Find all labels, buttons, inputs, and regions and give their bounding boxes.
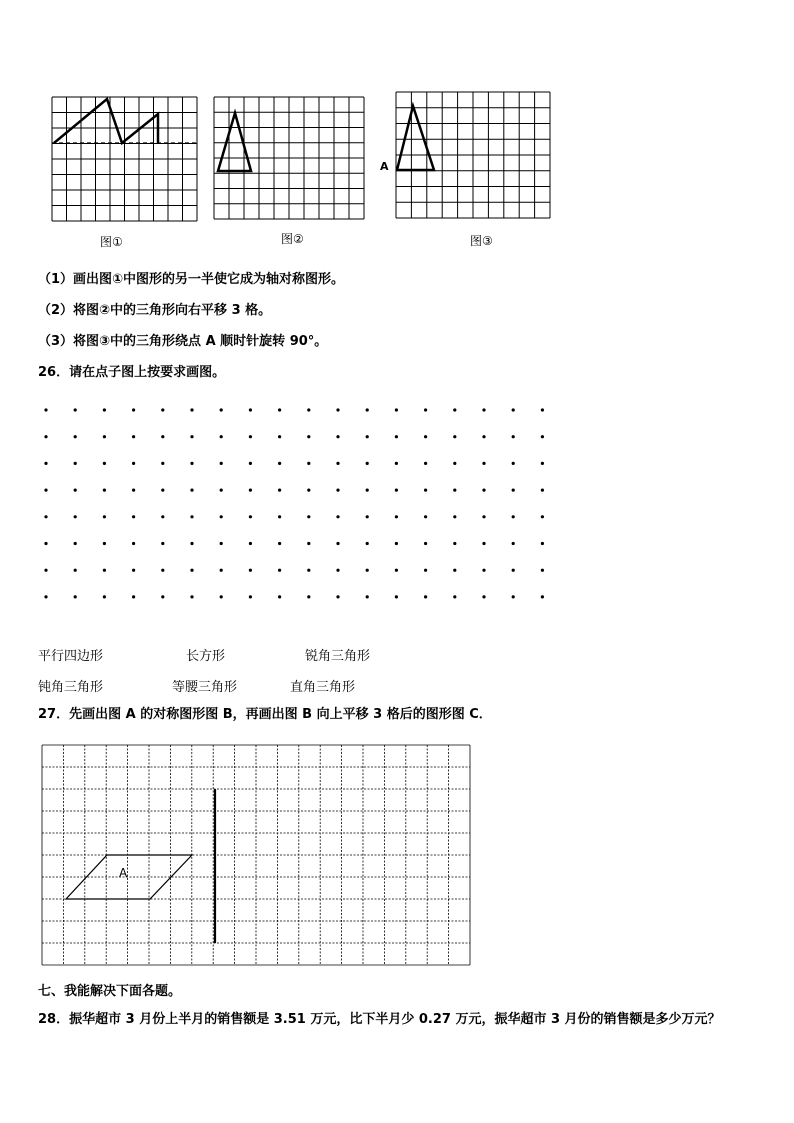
grid-dot (366, 489, 369, 492)
grid-dot (307, 489, 310, 492)
grid-dot (541, 435, 544, 438)
grid-dot (161, 542, 164, 545)
grid-dot (74, 595, 77, 598)
grid-dot (74, 515, 77, 518)
grid-dot (74, 542, 77, 545)
grid-dot (541, 542, 544, 545)
grid-dot (512, 515, 515, 518)
grid-dot (366, 595, 369, 598)
grid-dot (424, 462, 427, 465)
q25-part-2: （2）将图②中的三角形向右平移 3 格。 (38, 303, 272, 318)
grid-dot (103, 489, 106, 492)
grid-dot (307, 515, 310, 518)
q28-title: 28．振华超市 3 月份上半月的销售额是 3.51 万元，比下半月少 0.27 万元，振华超市 3 月份的销售额是多少万元？ (38, 1012, 721, 1027)
grid-dot (424, 435, 427, 438)
grid-dot (307, 462, 310, 465)
grid-dot (132, 408, 135, 411)
figure-3-label: 图③ (470, 234, 493, 248)
grid-dot (482, 542, 485, 545)
grid-dot (44, 489, 47, 492)
shape-label-parallelogram: 平行四边形 (38, 649, 104, 664)
grid-dot (249, 595, 252, 598)
grid-dot (541, 595, 544, 598)
grid-dot (132, 595, 135, 598)
grid-dot (336, 462, 339, 465)
grid-dot (453, 595, 456, 598)
grid-dot (161, 462, 164, 465)
grid-dot (541, 462, 544, 465)
grid-dot (220, 515, 223, 518)
grid-dot (44, 435, 47, 438)
grid-dot (278, 542, 281, 545)
grid-dot (132, 462, 135, 465)
grid-dot (220, 435, 223, 438)
grid-dot (482, 462, 485, 465)
grid-dot (541, 569, 544, 572)
grid-dot (453, 462, 456, 465)
grid-dot (103, 515, 106, 518)
grid-dot (190, 595, 193, 598)
grid-dot (190, 462, 193, 465)
grid-dot (278, 435, 281, 438)
grid-dot (366, 542, 369, 545)
figure-2-grid (214, 97, 364, 219)
grid-dot (424, 489, 427, 492)
grid-dot (132, 542, 135, 545)
dot-grid (40, 404, 560, 624)
grid-dot (249, 489, 252, 492)
grid-dot (366, 569, 369, 572)
grid-dot (336, 489, 339, 492)
grid-dot (541, 408, 544, 411)
grid-dot (249, 542, 252, 545)
grid-dot (249, 408, 252, 411)
grid-dot (307, 435, 310, 438)
grid-dot (103, 408, 106, 411)
grid-dot (249, 569, 252, 572)
grid-dot (278, 595, 281, 598)
grid-dot (190, 515, 193, 518)
grid-dot (541, 489, 544, 492)
grid-dot (366, 408, 369, 411)
grid-dot (161, 569, 164, 572)
grid-dot (307, 595, 310, 598)
grid-dot (482, 595, 485, 598)
grid-dot (220, 569, 223, 572)
figure-2-label: 图② (281, 232, 304, 246)
triangle-fig3 (397, 106, 434, 170)
grid-dot (132, 435, 135, 438)
grid-dot (44, 569, 47, 572)
grid-dot (366, 515, 369, 518)
shape-label-rectangle: 长方形 (186, 649, 226, 664)
grid-dot (512, 489, 515, 492)
grid-dot (249, 462, 252, 465)
grid-dot (220, 462, 223, 465)
grid-dot (453, 489, 456, 492)
grid-dot (220, 489, 223, 492)
grid-dot (278, 569, 281, 572)
triangle-fig2 (218, 113, 251, 171)
grid-dot (190, 435, 193, 438)
section-7-title: 七、我能解决下面各题。 (38, 984, 182, 999)
grid-dot (74, 435, 77, 438)
grid-dot (190, 569, 193, 572)
grid-dot (190, 542, 193, 545)
grid-dot (453, 515, 456, 518)
grid-dot (278, 515, 281, 518)
figure-3-grid (396, 92, 550, 218)
grid-dot (395, 462, 398, 465)
q26-title: 26．请在点子图上按要求画图。 (38, 365, 226, 380)
grid-dot (249, 435, 252, 438)
grid-dot (482, 569, 485, 572)
grid-dot (103, 595, 106, 598)
grid-dot (132, 569, 135, 572)
grid-dot (424, 542, 427, 545)
grid-dot (44, 515, 47, 518)
grid-dot (44, 462, 47, 465)
grid-dot (482, 435, 485, 438)
grid-dot (249, 515, 252, 518)
grid-dot (44, 595, 47, 598)
grid-dot (278, 462, 281, 465)
grid-dot (74, 408, 77, 411)
half-shape (54, 99, 158, 143)
grid-dot (512, 435, 515, 438)
grid-dot (366, 435, 369, 438)
grid-dot (453, 408, 456, 411)
grid-dot (512, 595, 515, 598)
grid-dot (395, 515, 398, 518)
shape-label-obtuse-triangle: 钝角三角形 (38, 680, 104, 695)
grid-dot (336, 569, 339, 572)
grid-dot (336, 435, 339, 438)
grid-dot (278, 408, 281, 411)
grid-dot (512, 569, 515, 572)
figure-1-label: 图① (100, 235, 123, 249)
grid-dot (336, 542, 339, 545)
grid-dot (220, 542, 223, 545)
shape-label-isosceles-triangle: 等腰三角形 (172, 680, 238, 695)
grid-dot (395, 489, 398, 492)
grid-dot (395, 542, 398, 545)
q27-title: 27．先画出图 A 的对称图形图 B，再画出图 B 向上平移 3 格后的图形图 C． (38, 707, 492, 722)
q25-part-1: （1）画出图①中图形的另一半使它成为轴对称图形。 (38, 272, 345, 287)
grid-dot (278, 489, 281, 492)
grid-dot (366, 462, 369, 465)
grid-dot (161, 515, 164, 518)
grid-dot (103, 462, 106, 465)
grid-dot (161, 435, 164, 438)
grid-dot (103, 435, 106, 438)
grid-dot (307, 542, 310, 545)
grid-dot (482, 489, 485, 492)
grid-dot (395, 595, 398, 598)
grid-dot (161, 489, 164, 492)
grid-dot (482, 408, 485, 411)
shape-label-right-triangle: 直角三角形 (290, 680, 356, 695)
grid-dot (453, 569, 456, 572)
grid-dot (541, 515, 544, 518)
grid-dot (103, 542, 106, 545)
grid-dot (74, 462, 77, 465)
grid-dot (161, 408, 164, 411)
grid-dot (220, 408, 223, 411)
q27-grid (42, 745, 472, 967)
grid-dot (395, 569, 398, 572)
grid-dot (132, 515, 135, 518)
grid-dot (453, 542, 456, 545)
shape-label-acute-triangle: 锐角三角形 (305, 649, 371, 664)
point-a-label: A (380, 160, 389, 173)
grid-dot (336, 408, 339, 411)
grid-dot (482, 515, 485, 518)
q25-part-3: （3）将图③中的三角形绕点 A 顺时针旋转 90°。 (38, 334, 328, 349)
grid-dot (424, 515, 427, 518)
grid-dot (512, 542, 515, 545)
grid-dot (74, 489, 77, 492)
grid-dot (424, 569, 427, 572)
grid-dot (74, 569, 77, 572)
grid-dot (307, 569, 310, 572)
grid-dot (220, 595, 223, 598)
grid-dot (395, 435, 398, 438)
grid-dot (395, 408, 398, 411)
grid-dot (161, 595, 164, 598)
grid-dot (424, 408, 427, 411)
figure-1-grid (52, 97, 197, 221)
grid-dot (44, 542, 47, 545)
grid-dot (44, 408, 47, 411)
grid-dot (307, 408, 310, 411)
grid-dot (336, 515, 339, 518)
shape-a-label: A (119, 866, 128, 880)
grid-dot (190, 408, 193, 411)
grid-dot (103, 569, 106, 572)
grid-dot (132, 489, 135, 492)
grid-dot (512, 462, 515, 465)
grid-dot (424, 595, 427, 598)
grid-dot (512, 408, 515, 411)
grid-dot (453, 435, 456, 438)
grid-dot (336, 595, 339, 598)
grid-dot (190, 489, 193, 492)
